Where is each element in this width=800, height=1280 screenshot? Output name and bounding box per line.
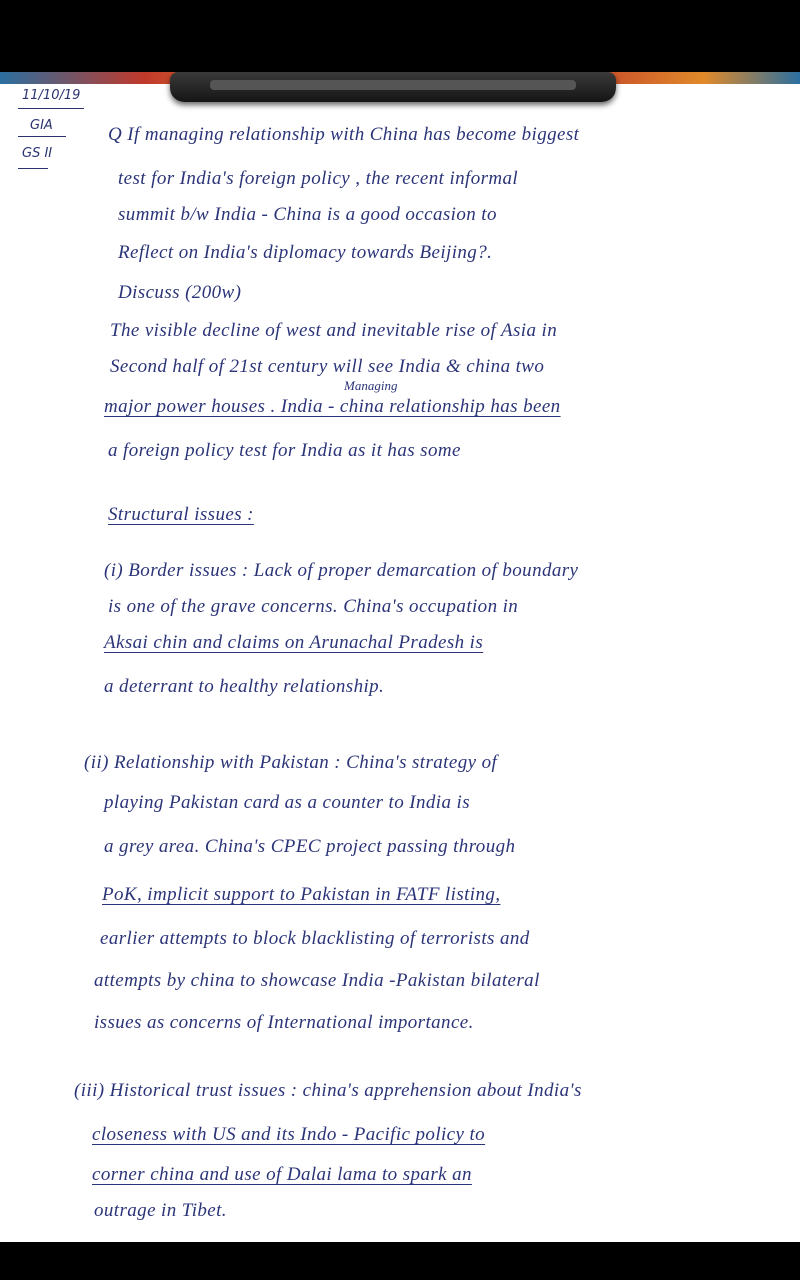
answer-line: attempts by china to showcase India -Pakistan bilateral — [94, 970, 540, 991]
question-line: test for India's foreign policy , the recent informal — [118, 168, 519, 189]
margin-subject: GIA — [30, 118, 53, 133]
answer-line: (ii) Relationship with Pakistan : China's strategy of — [84, 752, 498, 773]
answer-line: is one of the grave concerns. China's occupation in — [108, 596, 519, 617]
question-line: summit b/w India - China is a good occasion to — [118, 204, 497, 225]
question-line: Reflect on India's diplomacy towards Beijing?. — [118, 242, 493, 263]
question-line: Q If managing relationship with China has become biggest — [108, 124, 580, 145]
answer-line: a grey area. China's CPEC project passing through — [104, 836, 516, 857]
answer-line: a foreign policy test for India as it has some — [108, 440, 461, 461]
answer-sheet — [0, 84, 800, 1242]
clipboard-clip-bar — [210, 80, 576, 90]
answer-line: (iii) Historical trust issues : china's apprehension about India's — [74, 1080, 582, 1101]
answer-subheading: Structural issues : — [108, 504, 254, 525]
answer-line: playing Pakistan card as a counter to India is — [104, 792, 470, 813]
margin-divider — [18, 168, 48, 169]
answer-line: issues as concerns of International importance. — [94, 1012, 474, 1033]
answer-line: corner china and use of Dalai lama to spark an — [92, 1164, 472, 1185]
answer-line: The visible decline of west and inevitable rise of Asia in — [110, 320, 558, 341]
answer-line: outrage in Tibet. — [94, 1200, 227, 1221]
margin-divider — [18, 136, 66, 137]
answer-line: Second half of 21st century will see India & china two — [110, 356, 545, 377]
answer-line: earlier attempts to block blacklisting of terrorists and — [100, 928, 530, 949]
answer-line: major power houses . India - china relationship has been — [104, 396, 561, 417]
answer-line: a deterrant to healthy relationship. — [104, 676, 385, 697]
inserted-word: Managing — [344, 378, 398, 393]
answer-line: PoK, implicit support to Pakistan in FATF listing, — [102, 884, 501, 905]
answer-line: Aksai chin and claims on Arunachal Pradesh is — [104, 632, 484, 653]
margin-date: 11/10/19 — [22, 88, 81, 103]
margin-paper: GS II — [22, 146, 53, 161]
answer-line: (i) Border issues : Lack of proper demarcation of boundary — [104, 560, 579, 581]
margin-divider — [18, 108, 84, 109]
question-line: Discuss (200w) — [118, 282, 242, 303]
answer-line: closeness with US and its Indo - Pacific policy to — [92, 1124, 486, 1145]
